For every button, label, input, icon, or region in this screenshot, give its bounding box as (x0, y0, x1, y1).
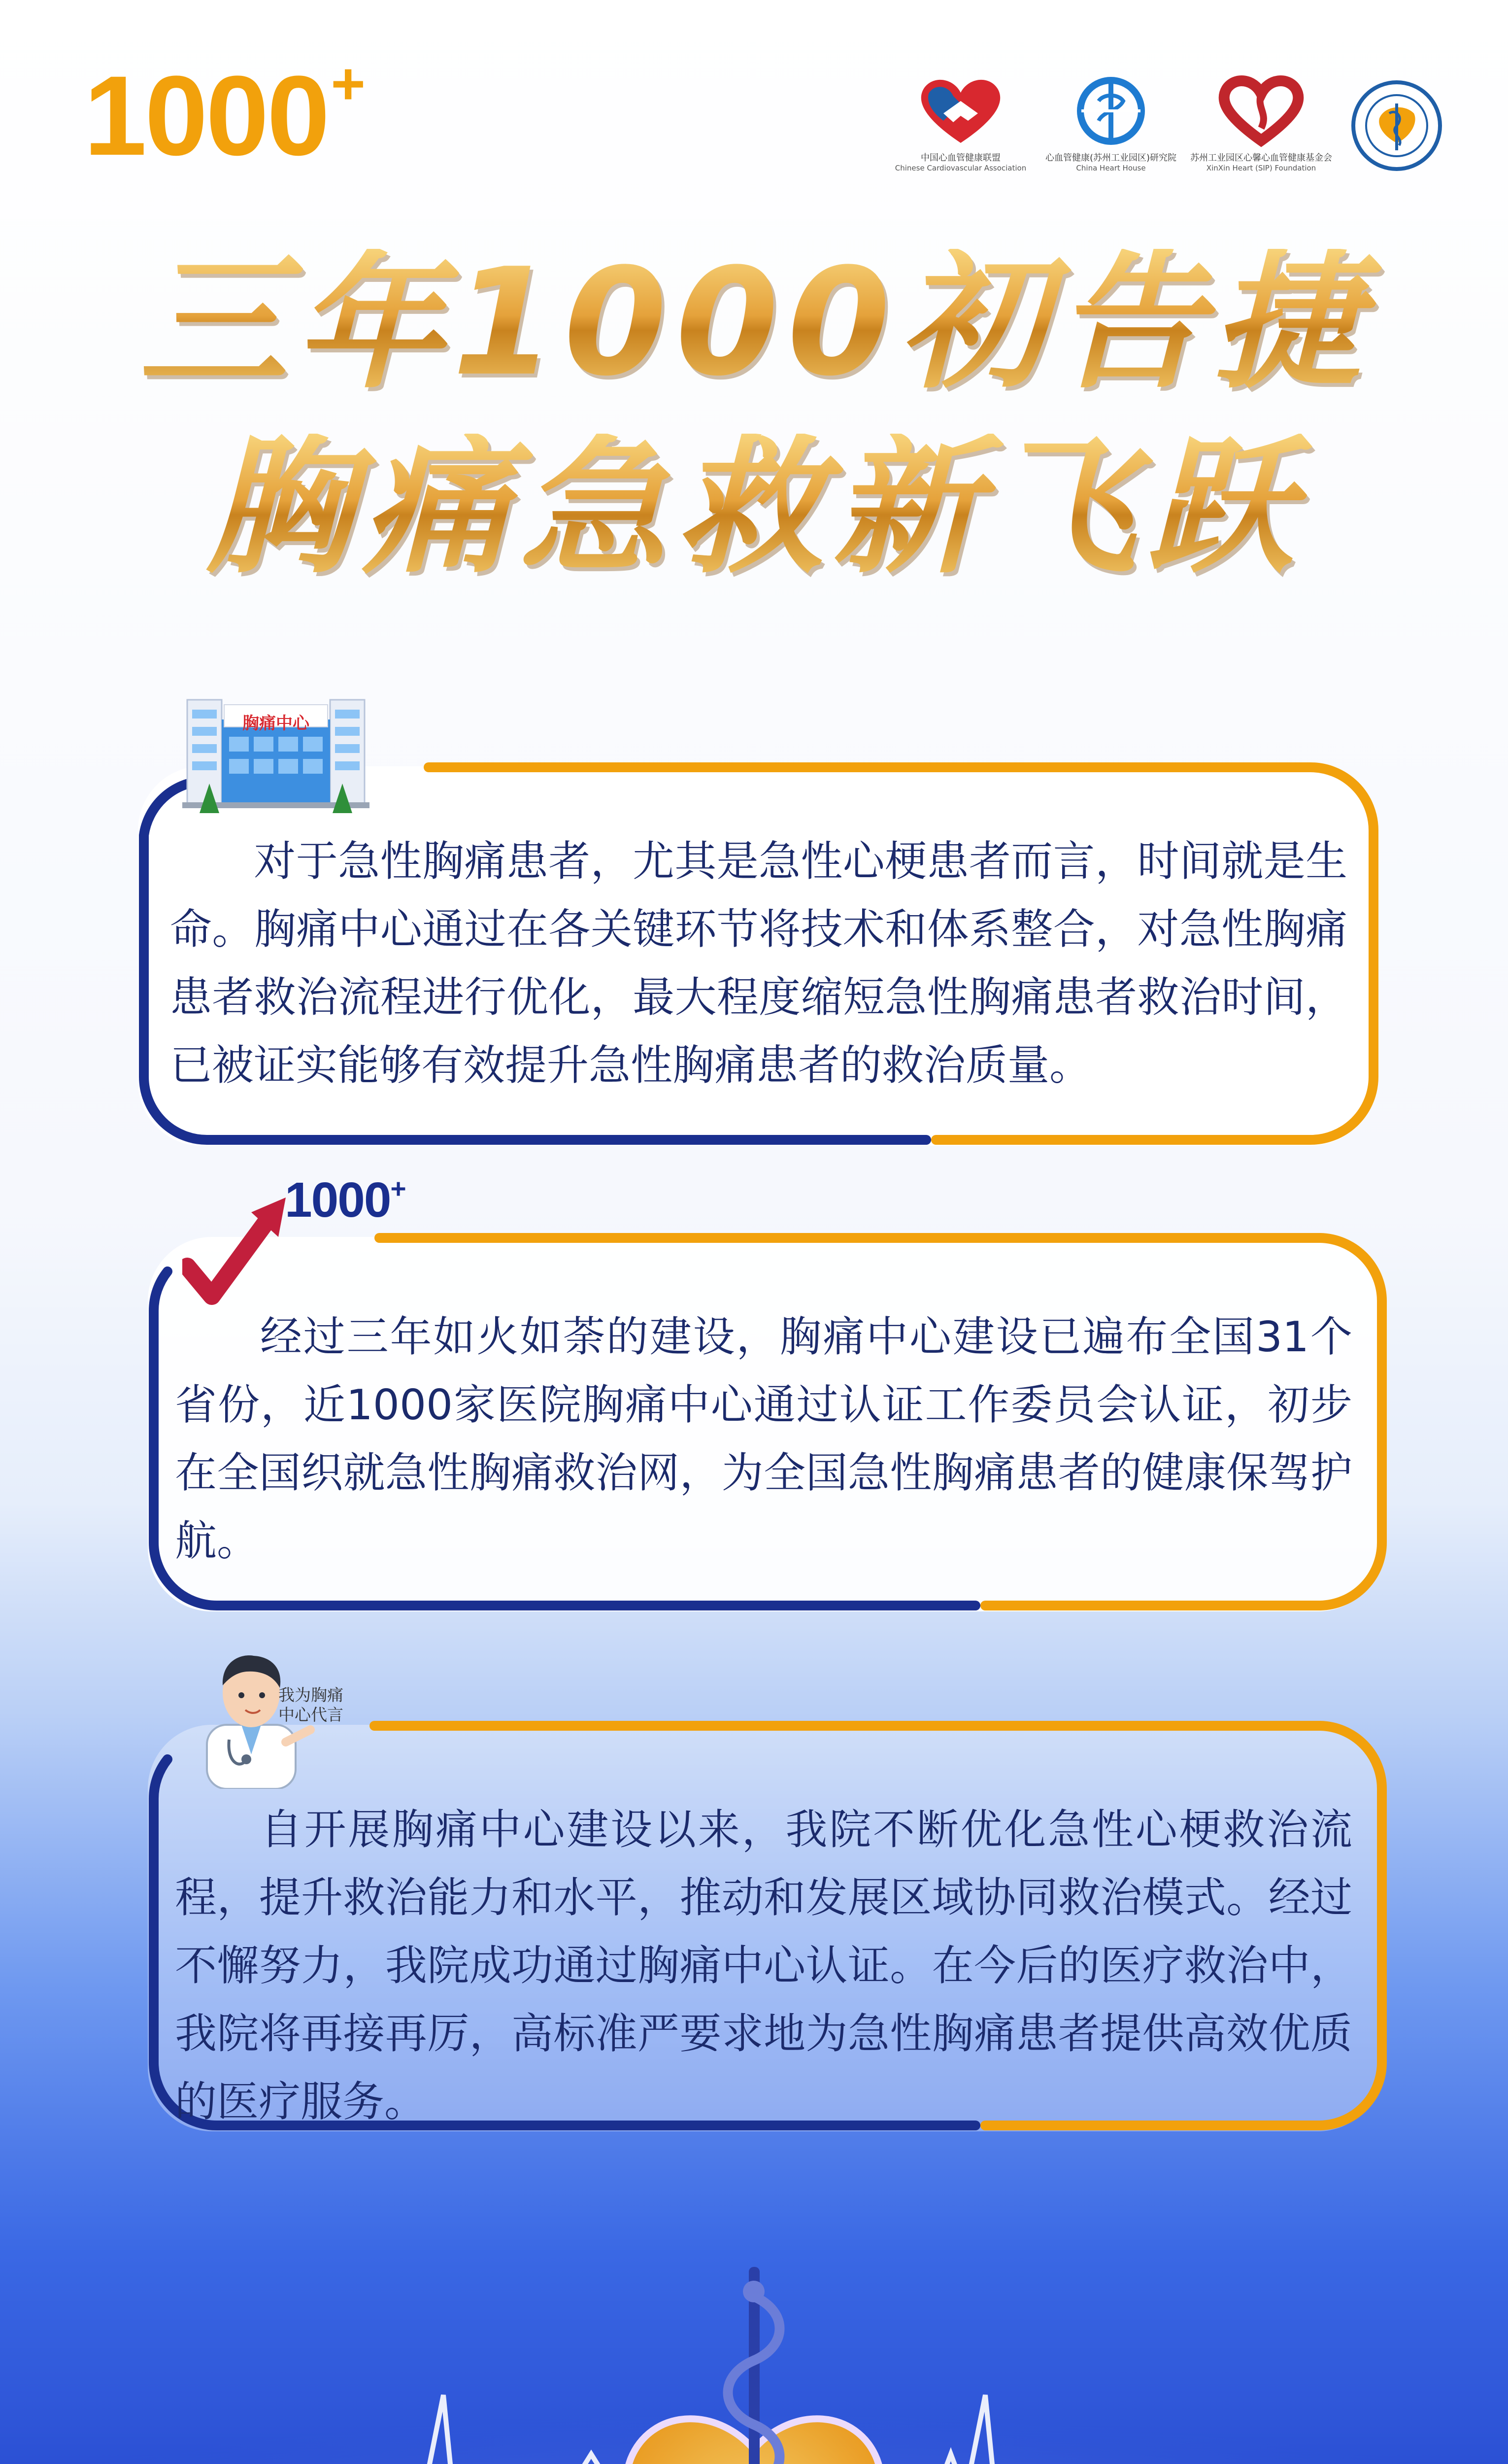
logo-2-cn: 心血管健康(苏州工业园区)研究院 (1045, 153, 1177, 163)
panel-2-text (175, 1303, 1352, 1575)
hospital-sign: 胸痛中心 (242, 714, 309, 733)
panel-3-text (175, 1796, 1352, 2136)
doctor-caption-line-1: 我为胸痛 (278, 1685, 343, 1705)
logo-chinese-cardiovascular-association (877, 74, 1044, 172)
panel-1-text (170, 828, 1347, 1100)
top-badge-plus: + (331, 51, 364, 117)
logo-china-heart-house (1027, 74, 1195, 172)
bottom-decoration (0, 2218, 1508, 2464)
chest-pain-center-seal-icon (1350, 79, 1443, 172)
logo-1-en: Chinese Cardiovascular Association (895, 164, 1027, 172)
heart-house-icon (1069, 74, 1153, 148)
rising-check-arrow-icon (182, 1193, 291, 1311)
logo-3-en: XinXin Heart (SIP) Foundation (1206, 164, 1316, 172)
red-heart-icon (1214, 74, 1308, 148)
hospital-building-icon (182, 690, 369, 818)
panel-1-paragraph: 对于急性胸痛患者，尤其是急性心梗患者而言，时间就是生命。胸痛中心通过在各关键环节将技术和体系整合，对急性胸痛患者救治流程进行优化，最大程度缩短急性胸痛患者救治时间，已被证实能够有效提升急性胸痛患者的救治质量。 (170, 837, 1347, 1090)
title-line-1: 三年1000初告捷 (0, 249, 1508, 397)
panel-2-paragraph: 经过三年如火如荼的建设，胸痛中心建设已遍布全国31个省份，近1000家医院胸痛中心通过认证工作委员会认证，初步在全国织就急性胸痛救治网，为全国急性胸痛患者的健康保驾护航。 (175, 1313, 1352, 1566)
title-line-2: 胸痛急救新飞跃 (0, 434, 1508, 582)
logo-xinxin-heart-foundation (1177, 74, 1345, 172)
logo-1-cn: 中国心血管健康联盟 (921, 153, 1001, 163)
logo-china-chest-pain-center (1347, 79, 1446, 172)
top-badge-number: 1000 (84, 52, 328, 179)
top-badge (84, 51, 364, 179)
panel-2-badge-number: 1000 (285, 1172, 391, 1228)
doctor-caption (278, 1685, 343, 1725)
panel-2-badge-plus: + (390, 1173, 405, 1204)
heart-hands-icon (914, 74, 1007, 148)
panel-2-badge (285, 1172, 405, 1228)
panel-3-paragraph: 自开展胸痛中心建设以来，我院不断优化急性心梗救治流程，提升救治能力和水平，推动和发展区域协同救治模式。经过不懈努力，我院成功通过胸痛中心认证。在今后的医疗救治中，我院将再接再厉，高标准严要求地为急性胸痛患者提供高效优质的医疗服务。 (175, 1806, 1352, 2126)
logo-2-en: China Heart House (1076, 164, 1146, 172)
doctor-caption-line-2: 中心代言 (278, 1705, 343, 1724)
logo-3-cn: 苏州工业园区心馨心血管健康基金会 (1190, 153, 1332, 163)
